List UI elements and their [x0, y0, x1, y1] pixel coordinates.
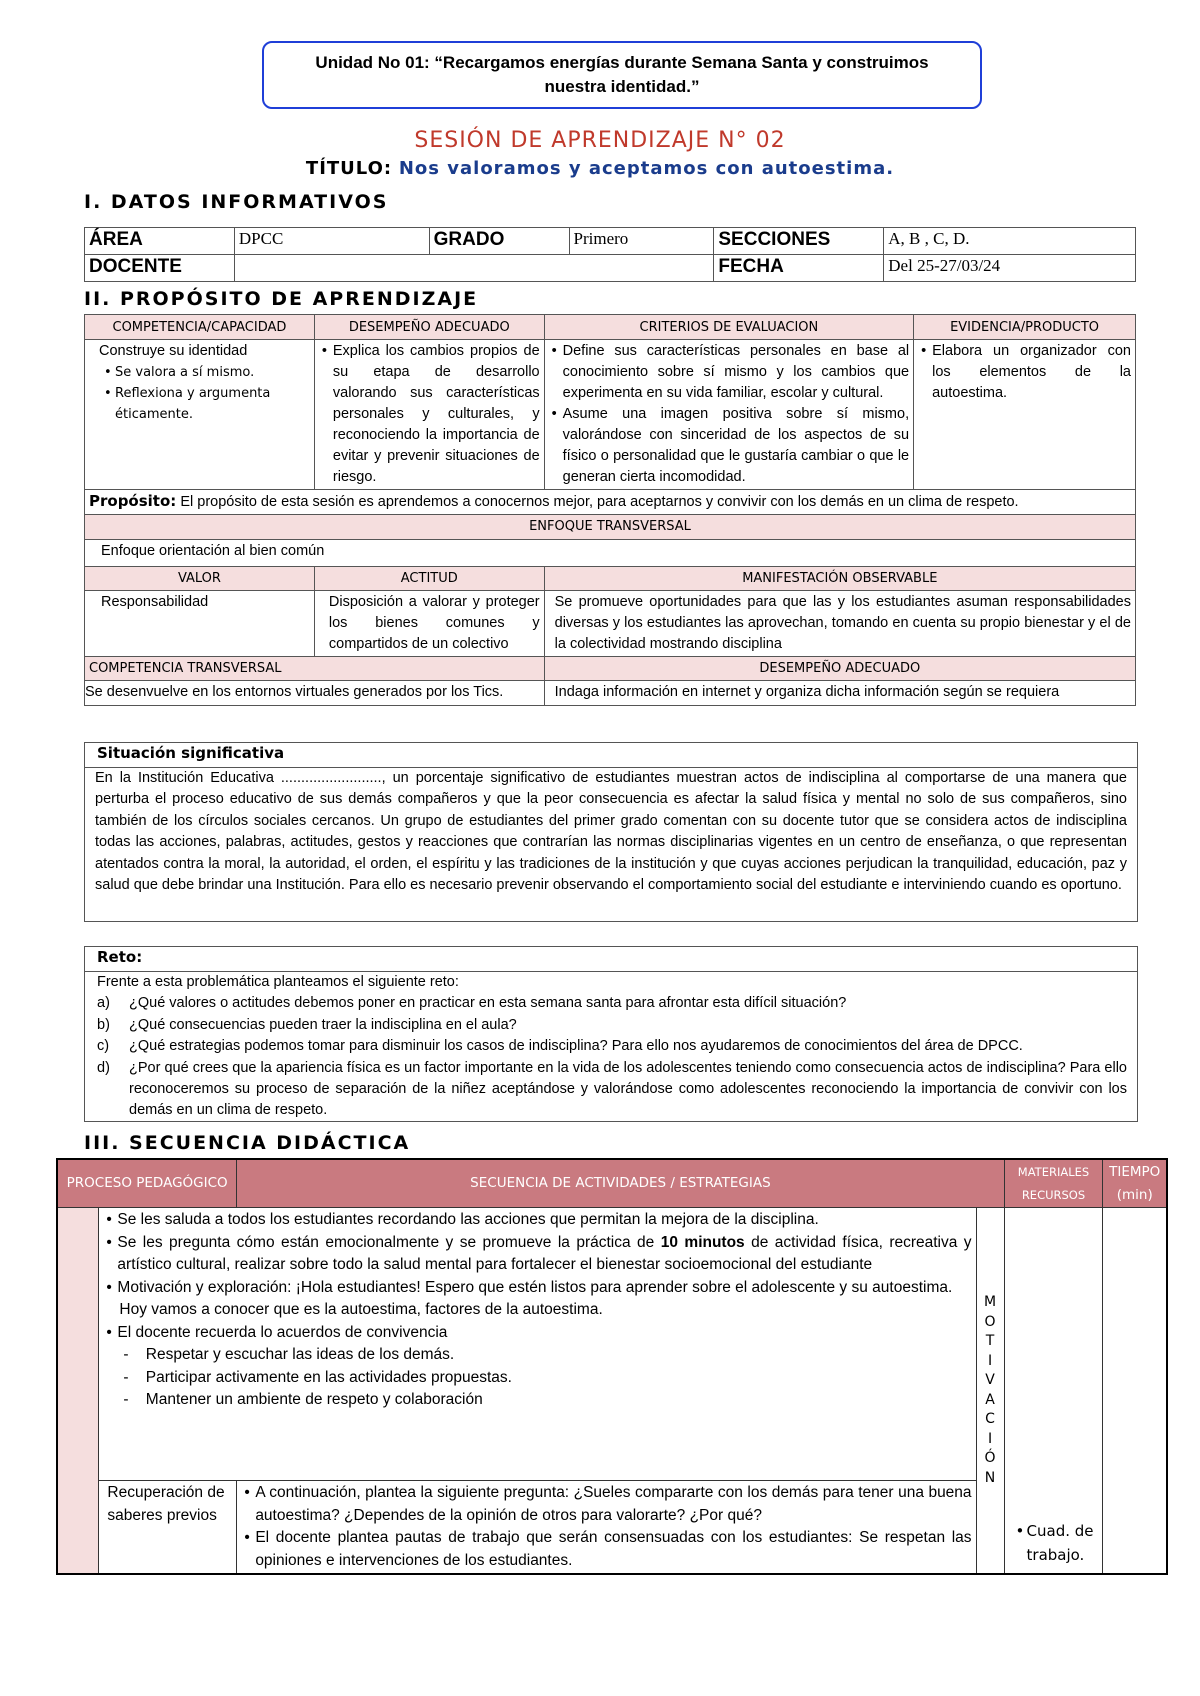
- valor-header: VALOR: [85, 567, 315, 591]
- acuerdo-item: - Respetar y escuchar las ideas de los demás.: [123, 1346, 455, 1363]
- material-item: • Cuad. de trabajo.: [1027, 1519, 1099, 1567]
- reto-box: [84, 946, 1138, 1122]
- actividad-item: • Motivación y exploración: ¡Hola estudiantes! Espero que estén listos para aprender sobre el adolescente y su autoestima.: [117, 1277, 971, 1300]
- evidencia-cell: [914, 340, 1136, 490]
- actividades-cell: [99, 1208, 976, 1481]
- proceso-color-cell: [57, 1208, 99, 1575]
- recuperacion-cell: [237, 1481, 976, 1575]
- reto-title: Reto:: [85, 947, 1137, 972]
- proposito-row: [85, 490, 1136, 515]
- criterios-cell: [544, 340, 913, 490]
- reto-item: b) ¿Qué consecuencias pueden traer la indisciplina en el aula?: [97, 1016, 517, 1033]
- section-1-heading: I. DATOS INFORMATIVOS: [84, 191, 389, 213]
- acuerdo-item: - Participar activamente en las actividades propuestas.: [123, 1368, 512, 1386]
- recuperacion-label: Recuperación de saberes previos: [99, 1481, 237, 1575]
- competencia-text: Construye su identidad: [99, 343, 248, 359]
- desempeno-cell: [314, 340, 544, 490]
- header-competencia: COMPETENCIA/CAPACIDAD: [85, 315, 315, 340]
- capacidad-item: • Se valora a sí mismo.: [115, 362, 310, 383]
- reto-intro: Frente a esta problemática planteamos el siguiente reto:: [97, 974, 459, 990]
- header-proceso: PROCESO PEDAGÓGICO: [57, 1159, 237, 1208]
- actividad-item: • Se les saluda a todos los estudiantes recordando las acciones que permitan la mejora de la disciplina.: [117, 1209, 971, 1232]
- evidencia-text: • Elabora un organizador con los elementos de la autoestima.: [932, 341, 1131, 404]
- session-heading: SESIÓN DE APRENDIZAJE N° 02: [414, 128, 786, 153]
- header-materiales: MATERIALES RECURSOS: [1004, 1159, 1103, 1208]
- actividad-item: • El docente recuerda lo acuerdos de convivencia: [117, 1322, 971, 1345]
- unit-title: Unidad No 01: “Recargamos energías durante Semana Santa y construimos nuestra identidad.”: [315, 53, 929, 96]
- actividad-text: Hoy vamos a conocer que es la autoestima, factores de la autoestima.: [119, 1301, 603, 1318]
- unit-title-box: [262, 41, 982, 109]
- desempeno-trans-header: DESEMPEÑO ADECUADO: [544, 657, 1135, 681]
- reto-item: a) ¿Qué valores o actitudes debemos poner en practicar en esta semana santa para afrontar esta difícil situación?: [97, 995, 847, 1012]
- fecha-value: Del 25-27/03/24: [884, 255, 1136, 282]
- session-title: [0, 158, 1200, 179]
- section-2-heading: II. PROPÓSITO DE APRENDIZAJE: [84, 288, 479, 310]
- capacidad-item: • Reflexiona y argumenta éticamente.: [115, 383, 310, 425]
- acuerdo-item: - Mantener un ambiente de respeto y colaboración: [123, 1391, 483, 1408]
- materiales-cell: [1004, 1208, 1103, 1575]
- header-actividades: SECUENCIA DE ACTIVIDADES / ESTRATEGIAS: [237, 1159, 1004, 1208]
- grado-label: GRADO: [429, 228, 569, 255]
- section-3-heading: III. SECUENCIA DIDÁCTICA: [84, 1132, 411, 1154]
- header-criterios: CRITERIOS DE EVALUACION: [544, 315, 913, 340]
- header-desempeno: DESEMPEÑO ADECUADO: [314, 315, 544, 340]
- proposito-label: Propósito:: [89, 492, 177, 510]
- motivacion-vertical: M O T I V A C I Ó N: [976, 1208, 1004, 1575]
- fecha-label: FECHA: [714, 255, 884, 282]
- secciones-value: A, B , C, D.: [884, 228, 1136, 255]
- comp-trans-text: Se desenvuelve en los entornos virtuales generados por los Tics.: [85, 681, 545, 706]
- docente-label: DOCENTE: [85, 255, 235, 282]
- desempeno-text: • Explica los cambios propios de su etapa de desarrollo valorando sus características personales y culturales, y reconociendo la importancia de evitar y prevenir situaciones de riesgo.: [333, 341, 540, 488]
- proposito-text: El propósito de esta sesión es aprendemos a conocernos mejor, para aceptarnos y convivir con los demás en un clima de respeto.: [180, 494, 1019, 510]
- enfoque-text: Enfoque orientación al bien común: [85, 540, 1136, 567]
- manifestacion-text: Se promueve oportunidades para que las y los estudiantes asuman responsabilidades diversas y los estudiantes las aprovechan, tomando en cuenta su propio bienestar y el de la colectividad mostrando disciplina: [544, 591, 1135, 657]
- grado-value: Primero: [569, 228, 714, 255]
- criterio-item: • Define sus características personales en base al conocimiento sobre sí mismo y los cambios que experimenta en su vida familiar, escolar y cultural.: [563, 341, 909, 404]
- capacidades-list: [89, 362, 310, 425]
- docente-value: [234, 255, 713, 282]
- competencia-cell: [85, 340, 315, 490]
- reto-item: d) ¿Por qué crees que la apariencia física es un factor importante en la vida de los adolescentes teniendo como consecuencia actos de indisciplina? Para ello reconoceremos su proceso de separación de la niñez aceptándose y valorándose como adolescentes reconociendo la importancia de convivir con los demás en un clima de respeto.: [97, 1059, 1127, 1119]
- enfoque-header: ENFOQUE TRANSVERSAL: [85, 515, 1136, 540]
- actitud-header: ACTITUD: [314, 567, 544, 591]
- valor-text: Responsabilidad: [85, 591, 315, 657]
- header-evidencia: EVIDENCIA/PRODUCTO: [914, 315, 1136, 340]
- situacion-title: Situación significativa: [85, 743, 1137, 768]
- area-value: DPCC: [234, 228, 429, 255]
- acuerdos-list: [103, 1344, 971, 1412]
- comp-trans-header: COMPETENCIA TRANSVERSAL: [85, 657, 545, 681]
- datos-table: [84, 227, 1136, 282]
- situacion-text: En la Institución Educativa ........................., un porcentaje significativo de estudiantes muestran actos de indisciplina al comportarse de una manera que perturba el proceso educativo de sus demás compañeros y que la peor consecuencia es afectar la salud física y mental no solo de sus compañeros, sino también de los círculos sociales cercanos. Un grupo de estudiantes del primer grado comentan con su docente tutor que se considera actos de indisciplina todas las acciones, palabras, actitudes, gestos y reacciones que contrarían las normas disciplinarias vigentes en un centro de enseñanza, o que representan atentados contra la moral, la autoridad, el orden, el espíritu y las tradiciones de la institución y que cuyas acciones perjudican la tranquilidad, educación, paz y salud que debe brindar una Institución. Para ello es necesario prevenir observando el comportamiento social del estudiante e interviniendo cuando es oportuno.: [95, 770, 1127, 894]
- situacion-box: [84, 742, 1138, 922]
- recuperacion-item: • El docente plantea pautas de trabajo que serán consensuadas con los estudiantes: Se respetan las opiniones e intervenciones de los estudiantes.: [255, 1527, 971, 1572]
- desempeno-trans-text: Indaga información en internet y organiza dicha información según se requiera: [544, 681, 1135, 706]
- header-tiempo: TIEMPO (min): [1103, 1159, 1167, 1208]
- title-text: Nos valoramos y aceptamos con autoestima.: [398, 158, 895, 179]
- reto-list: [97, 993, 1127, 1121]
- area-label: ÁREA: [85, 228, 235, 255]
- secuencia-table: [56, 1158, 1168, 1575]
- title-label: TÍTULO:: [305, 158, 393, 179]
- criterio-item: • Asume una imagen positiva sobre sí mismo, valorándose con sinceridad de los aspectos de su físico o personalidad que le gustaría cambiar o que le generan cierta incomodidad.: [563, 404, 909, 488]
- actividad-item: • Se les pregunta cómo están emocionalmente y se promueve la práctica de 10 minutos de actividad física, recreativa y artístico cultural, realizar sobre todo la salud mental para fortalecer el bienestar socioemocional del estudiante: [117, 1232, 971, 1277]
- tiempo-cell: [1103, 1208, 1167, 1575]
- proposito-table: [84, 314, 1136, 706]
- recuperacion-item: • A continuación, plantea la siguiente pregunta: ¿Sueles compararte con los demás para tener una buena autoestima? ¿Dependes de la opinión de otros para valorarte? ¿Por qué?: [255, 1482, 971, 1527]
- actitud-text: Disposición a valorar y proteger los bienes comunes y compartidos de un colectivo: [314, 591, 544, 657]
- manifestacion-header: MANIFESTACIÓN OBSERVABLE: [544, 567, 1135, 591]
- secciones-label: SECCIONES: [714, 228, 884, 255]
- reto-item: c) ¿Qué estrategias podemos tomar para disminuir los casos de indisciplina? Para ello nos ayudaremos de conocimientos del área de DPCC.: [97, 1038, 1023, 1055]
